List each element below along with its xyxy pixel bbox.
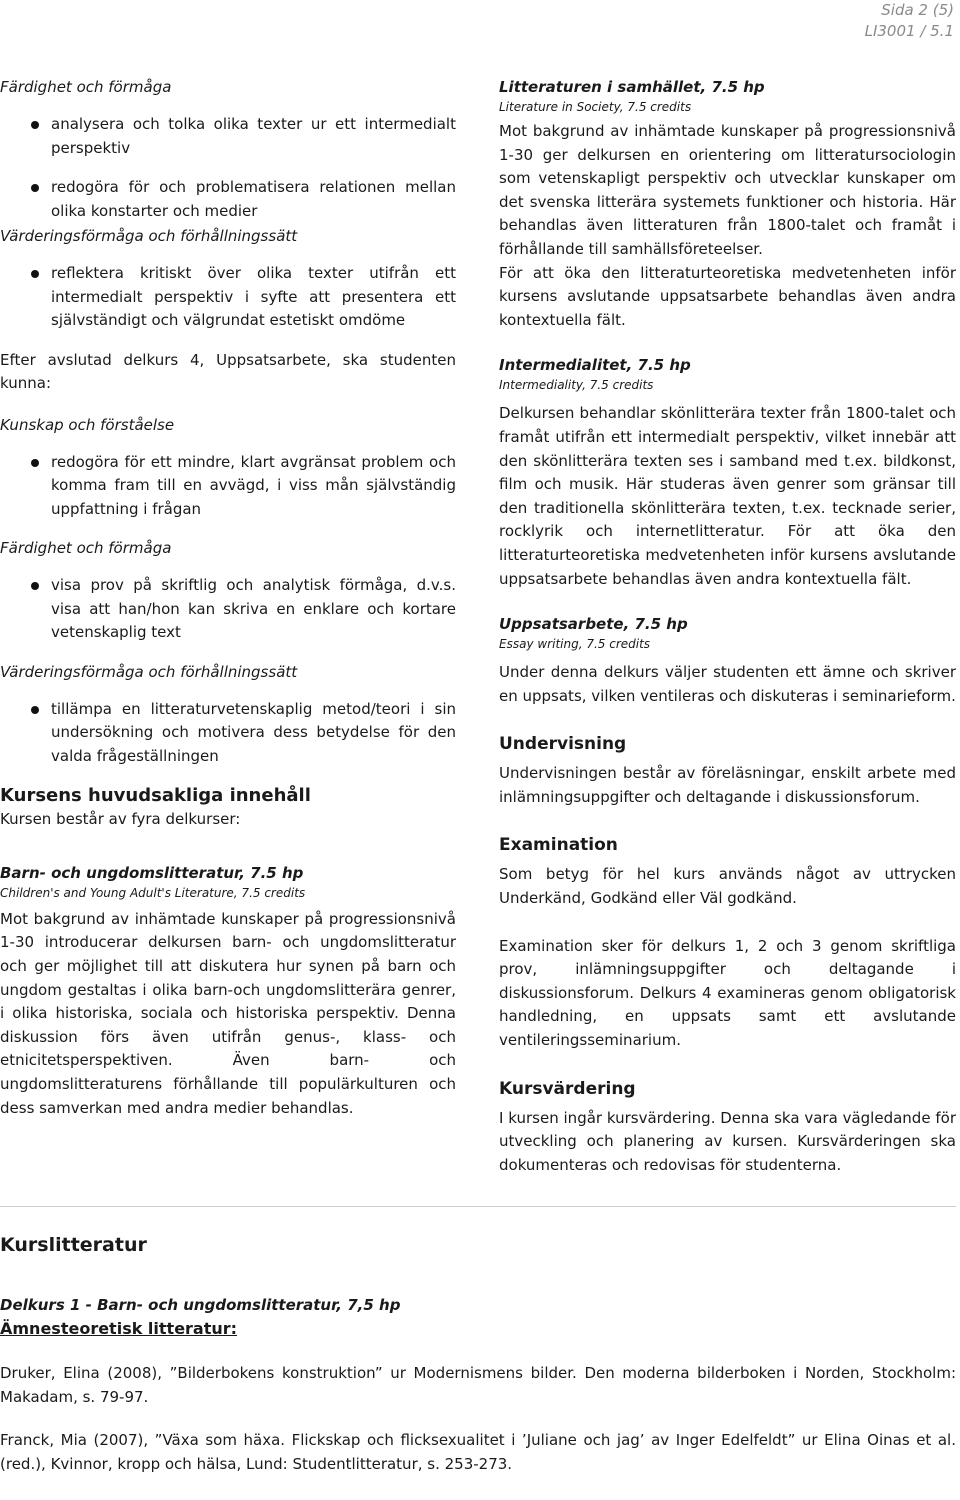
kursvardering-heading: Kursvärdering bbox=[499, 1078, 636, 1099]
left-column bbox=[0, 76, 456, 1138]
uppsats-text: Under denna delkurs väljer studenten ett ämne och skriver en uppsats, vilken ventileras och diskuteras i seminarieform. bbox=[499, 663, 956, 705]
kursvardering-text: I kursen ingår kursvärdering. Denna ska vara vägledande för utveckling och planering av kursen. Kursvärderingen ska dokumenteras och redovisas för studenterna. bbox=[499, 1108, 956, 1174]
fardighet2-heading: Färdighet och förmåga bbox=[0, 539, 172, 558]
uppsats-subtitle: Essay writing, 7.5 credits bbox=[499, 637, 651, 652]
kurslitteratur-heading: Kurslitteratur bbox=[0, 1234, 147, 1256]
undervisning-heading: Undervisning bbox=[499, 734, 627, 755]
intermedialitet-title: Intermedialitet, 7.5 hp bbox=[499, 356, 691, 375]
list-item: redogöra för ett mindre, klart avgränsat problem och komma fram till en avvägd, i viss mån självständig uppfattning i frågan bbox=[0, 451, 456, 522]
list-item: tillämpa en litteraturvetenskaplig metod/teori i sin undersökning och motivera dess betydelse för den valda frågeställningen bbox=[0, 698, 456, 769]
list-item: visa prov på skriftlig och analytisk förmåga, d.v.s. visa att han/hon kan skriva en enklare och kortare vetenskaplig text bbox=[0, 574, 456, 645]
course-code: LI3001 / 5.1 bbox=[864, 22, 954, 40]
delkurs1-heading: Delkurs 1 - Barn- och ungdomslitteratur, 7,5 hp bbox=[0, 1296, 401, 1314]
delkurs4-intro: Efter avslutad delkurs 4, Uppsatsarbete, ska studenten kunna: bbox=[0, 350, 456, 393]
examination-text-2: Examination sker för delkurs 1, 2 och 3 genom skriftliga prov, inlämningsuppgifter och deltagande i diskussionsforum. Delkurs 4 examineras genom obligatorisk handledning, en uppsats samt ett avslutande ventileringsseminarium. bbox=[499, 936, 956, 1050]
intermedialitet-subtitle: Intermediality, 7.5 credits bbox=[499, 378, 654, 393]
barn-title: Barn- och ungdomslitteratur, 7.5 hp bbox=[0, 863, 304, 882]
kunskap-heading: Kunskap och förståelse bbox=[0, 415, 175, 434]
fardighet2-list bbox=[0, 574, 456, 645]
section-divider bbox=[0, 1206, 956, 1207]
kurslitteratur-section bbox=[0, 1232, 956, 1496]
huvud-heading: Kursens huvudsakliga innehåll bbox=[0, 785, 311, 807]
samhallet-text-2: För att öka den litteraturteoretiska medvetenheten inför kursens avslutande uppsatsarbete behandlas även andra kontextuella fält. bbox=[499, 263, 956, 329]
page-header bbox=[865, 0, 954, 42]
kunskap-list bbox=[0, 451, 456, 522]
fardighet-heading: Färdighet och förmåga bbox=[0, 78, 172, 96]
reference-entry: Druker, Elina (2008), ”Bilderbokens konstruktion” ur Modernismens bilder. Den moderna bilderboken i Norden, Stockholm: Makadam, s. 79-97. bbox=[0, 1364, 956, 1406]
undervisning-text: Undervisningen består av föreläsningar, enskilt arbete med inlämningsuppgifter och deltagande i diskussionsforum. bbox=[499, 764, 956, 806]
barn-text: Mot bakgrund av inhämtade kunskaper på progressionsnivå 1-30 introducerar delkursen barn- och ungdomslitteratur och ger möjlighet till att diskutera hur synen på barn och ungdom gestaltas i olika barn-och ungdomslitterära genrer, i olika historiska, sociala och historiska perspektiv. Denna diskussion förs även utifrån genus-, klass- och etnicitetsperspektiven. Även barn- och ungdomslitteraturens förhållande till populärkulturen och dess samverkan med andra medier behandlas. bbox=[0, 909, 456, 1117]
samhallet-subtitle: Literature in Society, 7.5 credits bbox=[499, 100, 692, 114]
barn-subtitle: Children's and Young Adult's Literature, 7.5 credits bbox=[0, 885, 306, 900]
amnesteoretisk-heading: Ämnesteoretisk litteratur: bbox=[0, 1319, 238, 1338]
intermedialitet-text: Delkursen behandlar skönlitterära texter från 1800-talet och framåt utifrån ett intermedialt perspektiv, vilket innebär att den skönlitterära texten ses i samband med t.ex. bildkonst, film och musik. Här studeras även genrer som gränsar till den traditionella skönlitterära texten, t.ex. tecknade serier, rocklyrik och internetlitteratur. För att öka den litteraturteoretiska medvetenheten inför kursens avslutande uppsatsarbete behandlas även andra kontextuella fält. bbox=[499, 404, 956, 588]
varderings-list bbox=[0, 262, 456, 333]
samhallet-text-1: Mot bakgrund av inhämtade kunskaper på progressionsnivå 1-30 ger delkursen en orientering om litteratursociologin som vetenskapligt perspektiv och utvecklar kunskaper om det svenska litterära systemets funktioner och historia. Här behandlas även litteraturen från 1800-talet och framåt i förhållande till samhällsföreteelser. bbox=[499, 122, 956, 258]
examination-heading: Examination bbox=[499, 835, 618, 856]
right-column bbox=[499, 76, 956, 1195]
varderings2-list bbox=[0, 698, 456, 769]
page-number: Sida 2 (5) bbox=[881, 1, 954, 19]
fardighet-list bbox=[0, 113, 456, 223]
huvud-intro: Kursen består av fyra delkurser: bbox=[0, 810, 241, 829]
varderings-heading: Värderingsförmåga och förhållningssätt bbox=[0, 227, 298, 245]
examination-text-1: Som betyg för hel kurs används något av uttrycken Underkänd, Godkänd eller Väl godkänd. bbox=[499, 865, 956, 908]
samhallet-title: Litteraturen i samhället, 7.5 hp bbox=[499, 78, 765, 96]
varderings2-heading: Värderingsförmåga och förhållningssätt bbox=[0, 662, 298, 681]
list-item: redogöra för och problematisera relationen mellan olika konstarter och medier bbox=[0, 176, 456, 223]
uppsats-title: Uppsatsarbete, 7.5 hp bbox=[499, 615, 688, 634]
list-item: reflektera kritiskt över olika texter utifrån ett intermedialt perspektiv i syfte att presentera ett självständigt och välgrundat estetiskt omdöme bbox=[0, 262, 456, 333]
list-item: analysera och tolka olika texter ur ett intermedialt perspektiv bbox=[0, 113, 456, 160]
reference-entry: Franck, Mia (2007), ”Växa som häxa. Flickskap och flicksexualitet i ’Juliane och jag’ av Inger Edelfeldt” ur Elina Oinas et al. (red.), Kvinnor, kropp och hälsa, Lund: Studentlitteratur, s. 253-273. bbox=[0, 1431, 956, 1473]
